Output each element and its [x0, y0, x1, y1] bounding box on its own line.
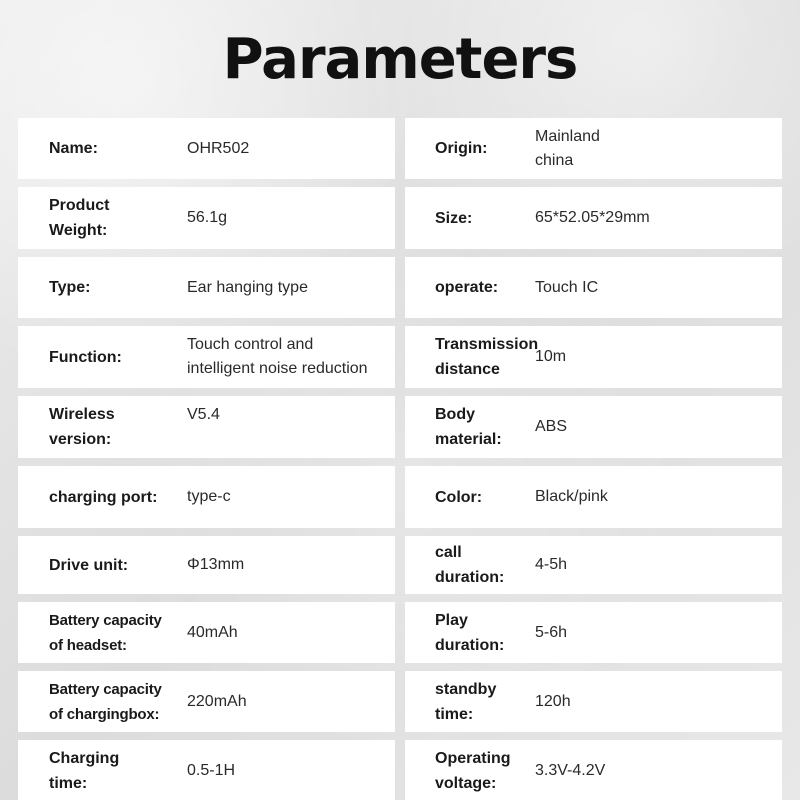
param-value: Φ13mm: [187, 556, 245, 573]
param-cell-operating-voltage: [405, 740, 782, 800]
param-label: Type:: [49, 279, 91, 296]
param-cell-color: [405, 466, 782, 528]
param-cell-name: [18, 118, 395, 179]
param-label: Play duration:: [435, 611, 505, 654]
param-value: Mainland china: [535, 127, 600, 169]
param-value: ABS: [535, 418, 568, 435]
param-cell-operate: [405, 257, 782, 318]
param-cell-type: [18, 257, 395, 318]
param-cell-battery-headset: [18, 602, 395, 663]
param-value: 5-6h: [535, 623, 568, 641]
param-label: Transmission distance: [435, 336, 539, 378]
param-cell-transmission: [405, 326, 782, 388]
param-cell-drive-unit: [18, 536, 395, 594]
param-label: call duration:: [435, 544, 505, 586]
param-value: 40mAh: [187, 623, 238, 641]
param-label: Drive unit:: [49, 556, 129, 574]
param-label: Battery capacity of headset:: [49, 611, 162, 654]
param-label: Color:: [435, 488, 483, 506]
param-value: Black/pink: [535, 488, 608, 505]
param-label: standby time:: [435, 680, 497, 723]
param-value: 56.1g: [187, 209, 228, 226]
param-label: Product Weight:: [49, 197, 110, 239]
param-cell-function: [18, 326, 395, 388]
param-cell-charging-port: [18, 466, 395, 528]
param-cell-battery-chargingbox: [18, 671, 395, 732]
param-value: V5.4: [187, 406, 220, 423]
param-value: OHR502: [187, 139, 250, 157]
param-label: Body material:: [435, 406, 502, 448]
param-cell-origin: [405, 118, 782, 179]
param-value: type-c: [187, 488, 231, 505]
param-value: 10m: [535, 348, 567, 365]
param-value: Ear hanging type: [187, 278, 308, 296]
param-value: Touch IC: [535, 278, 599, 296]
page-title: Parameters: [222, 27, 578, 92]
param-cell-size: [405, 187, 782, 249]
param-label: Operating voltage:: [435, 750, 511, 792]
param-label: Wireless version:: [49, 406, 115, 448]
param-label: Name:: [49, 140, 98, 157]
param-cell-weight: [18, 187, 395, 249]
param-cell-call-duration: [405, 536, 782, 594]
param-label: Battery capacity of chargingbox:: [49, 680, 162, 723]
param-cell-body-material: [405, 396, 782, 458]
param-value: 0.5-1H: [187, 762, 236, 779]
param-cell-charging-time: [18, 740, 395, 800]
param-value: 3.3V-4.2V: [535, 762, 606, 779]
param-value: Touch control and intelligent noise reduction: [187, 336, 368, 377]
param-cell-wireless: [18, 396, 395, 458]
param-label: charging port:: [49, 488, 158, 506]
param-label: Function:: [49, 348, 122, 366]
parameters-table: [18, 118, 782, 800]
param-value: 4-5h: [535, 556, 568, 573]
param-cell-play-duration: [405, 602, 782, 663]
param-label: Origin:: [435, 140, 488, 157]
param-value: 120h: [535, 692, 571, 710]
param-label: operate:: [435, 279, 499, 296]
param-label: Size:: [435, 209, 473, 227]
param-value: 65*52.05*29mm: [535, 209, 650, 226]
param-cell-standby: [405, 671, 782, 732]
param-label: Charging time:: [49, 750, 120, 792]
param-value: 220mAh: [187, 692, 247, 710]
